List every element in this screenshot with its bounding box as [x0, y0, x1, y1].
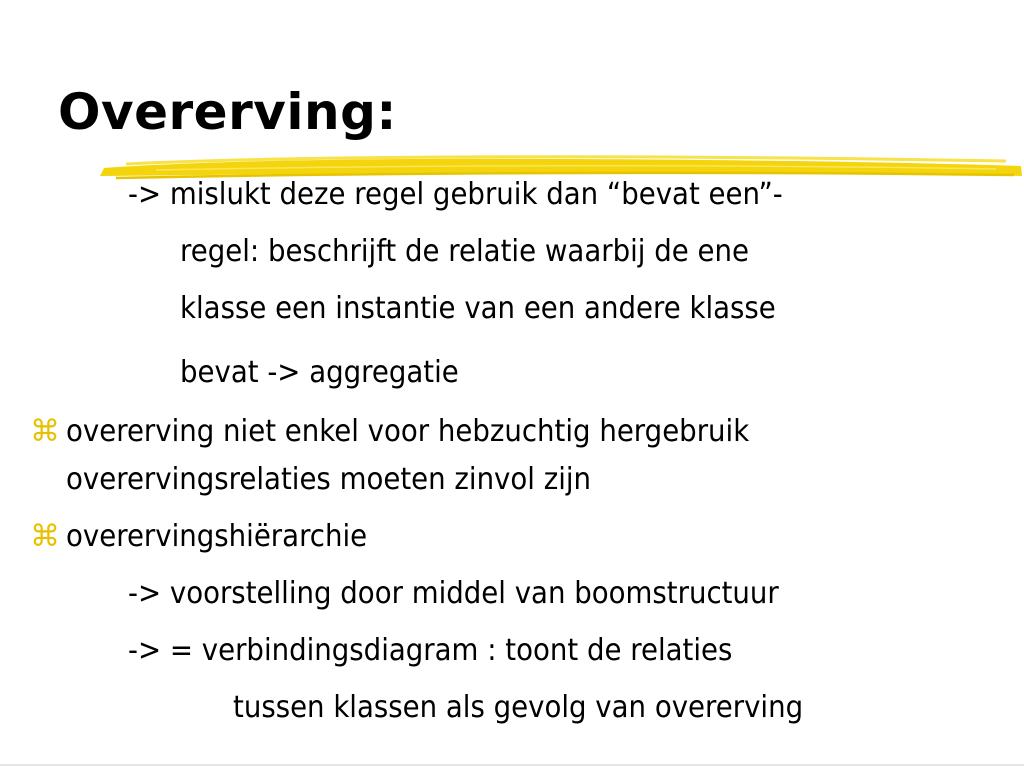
bullet-icon-2: ⌘	[30, 519, 60, 554]
bullet-icon-1: ⌘	[30, 414, 60, 449]
bullet-item-1-line-1: overerving niet enkel voor hebzuchtig hergebruik	[66, 414, 750, 449]
body-line-4: bevat -> aggregatie	[180, 355, 459, 390]
slide-title: Overerving:	[58, 83, 397, 141]
body-line-5: -> voorstelling door middel van boomstructuur	[128, 576, 779, 611]
body-line-7: tussen klassen als gevolg van overerving	[233, 690, 804, 725]
bullet-item-1-line-2: overervingsrelaties moeten zinvol zijn	[66, 462, 592, 497]
body-line-2: regel: beschrijft de relatie waarbij de ene	[180, 234, 749, 269]
body-line-1: -> mislukt deze regel gebruik dan “bevat een”-	[128, 177, 783, 212]
bullet-item-2-line-1: overervingshiërarchie	[66, 519, 368, 554]
body-line-3: klasse een instantie van een andere klasse	[180, 291, 776, 326]
body-line-6: -> = verbindingsdiagram : toont de relaties	[128, 633, 733, 668]
bottom-divider	[0, 764, 1024, 766]
